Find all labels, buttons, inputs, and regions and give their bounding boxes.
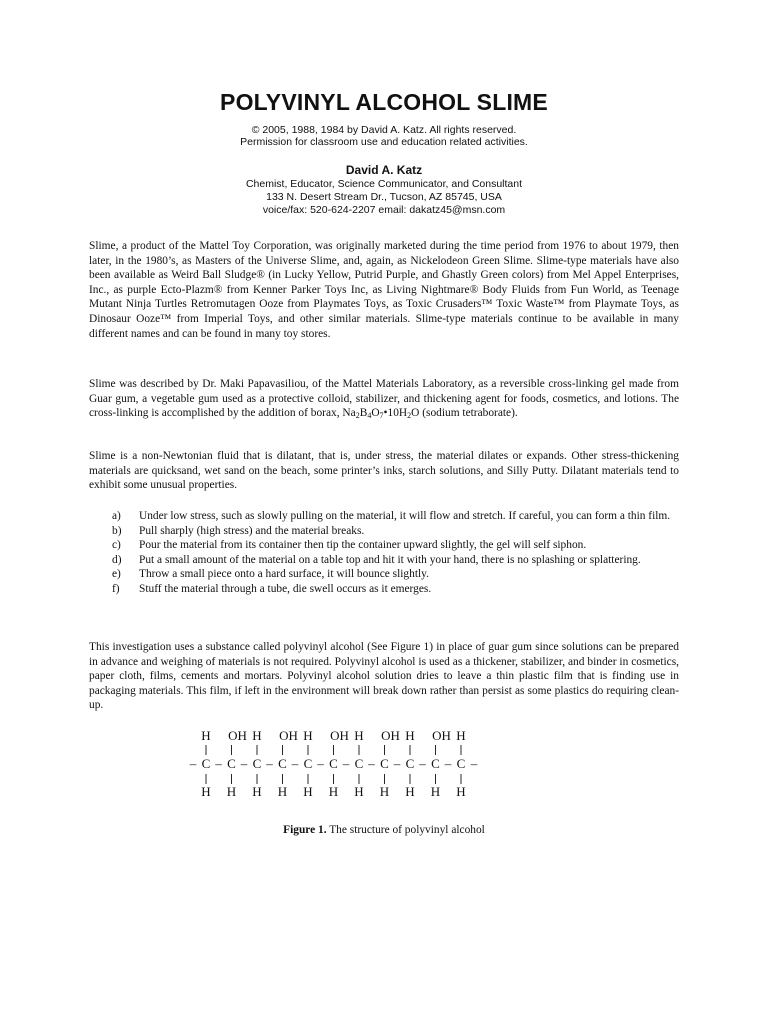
property-text: Pour the material from its container then tip the container upward slightly, the gel will self siphon.: [139, 539, 587, 552]
bottom-group-label: H: [456, 784, 466, 799]
paragraph-investigation: This investigation uses a substance called polyvinyl alcohol (See Figure 1) in place of guar gum since solutions can be prepared in advance and weighing of materials is not required. Polyvinyl alcohol is used as a thickener, stabilizer, and binder in cosmetics, paper cloth, films, cements and mortars. Polyvinyl alcohol solution dries to leave a thin plastic film that is finding use in packaging materials. This film, if left in the environment will break down rather than persist as some plastics do requiring clean-up.: [89, 641, 679, 712]
borax-formula: $Na_2B_4O_7•10H_2O$: [342, 407, 420, 421]
bottom-group-label: H: [354, 784, 364, 799]
author-role: Chemist, Educator, Science Communicator, and Consultant: [245, 178, 523, 190]
chain-bond-label: –: [444, 756, 452, 771]
paragraph-description-end: (sodium tetraborate).: [419, 407, 518, 420]
chain-bond-label: –: [215, 756, 222, 771]
property-item: [112, 582, 679, 597]
bottom-group-label: H: [277, 784, 288, 799]
chain-bond-label: –: [419, 756, 426, 771]
bottom-group-label: H: [379, 784, 390, 799]
chain-bond-label: –: [342, 756, 350, 771]
property-text: Stuff the material through a tube, die swell occurs as it emerges.: [139, 582, 432, 595]
carbon-atom-label: C: [431, 756, 440, 771]
carbon-atom-label: C: [201, 756, 211, 771]
chain-bond-label: –: [266, 756, 273, 771]
top-group-label: H: [201, 728, 211, 743]
carbon-atom-label: C: [354, 756, 364, 771]
top-group-label: OH: [432, 728, 451, 743]
property-item: [112, 524, 679, 539]
bottom-group-label: H: [226, 784, 237, 799]
carbon-atom-label: C: [227, 756, 236, 771]
carbon-atom-label: C: [303, 756, 313, 771]
top-group-label: OH: [279, 728, 298, 743]
property-text: Put a small amount of the material on a table top and hit it with your hand, there is no splashing or splattering.: [139, 553, 641, 566]
paragraph-description-text: Slime was described by Dr. Maki Papavasiliou, of the Mattel Materials Laboratory, as a reversible cross-linking gel made from Guar gum, a vegetable gum used as a protective colloid, stabilizer, and thickening agent for foods, cosmetics, and lotions. The cross-linking is accomplished by the addition of borax,: [89, 378, 679, 420]
top-group-label: OH: [228, 728, 247, 743]
bottom-group-label: H: [328, 784, 339, 799]
bottom-group-label: H: [405, 784, 415, 799]
property-marker: b): [112, 524, 122, 537]
carbon-atom-label: C: [456, 756, 466, 771]
document-title: POLYVINYL ALCOHOL SLIME: [220, 89, 548, 115]
paragraph-description: [89, 377, 679, 421]
properties-list: [112, 509, 679, 597]
chain-bond-label: –: [393, 756, 401, 771]
bottom-group-label: H: [430, 784, 441, 799]
property-marker: f): [112, 582, 120, 595]
property-text: Under low stress, such as slowly pulling on the material, it will flow and stretch. If careful, you can form a thin film.: [139, 510, 671, 522]
carbon-atom-label: C: [380, 756, 389, 771]
carbon-atom-label: C: [252, 756, 262, 771]
chain-bond-end-label: –: [470, 756, 478, 771]
copyright-notice: © 2005, 1988, 1984 by David A. Katz. All rights reserved.: [251, 124, 517, 136]
polyvinyl-alcohol-structure: [180, 728, 588, 800]
bottom-group-label: H: [252, 784, 262, 799]
carbon-atom-label: C: [329, 756, 338, 771]
top-group-label: H: [456, 728, 466, 743]
top-group-label: H: [405, 728, 415, 743]
property-marker: c): [112, 539, 121, 552]
chain-bond-label: –: [240, 756, 248, 771]
bottom-group-label: H: [303, 784, 313, 799]
author-contact: voice/fax: 520-624-2207 email: dakatz45@msn.com: [262, 204, 506, 216]
property-item: [112, 553, 679, 568]
property-marker: a): [112, 510, 121, 522]
carbon-atom-label: C: [405, 756, 415, 771]
permission-notice: Permission for classroom use and education related activities.: [240, 136, 528, 148]
figure-caption-label: Figure 1.: [283, 824, 327, 837]
author-address: 133 N. Desert Stream Dr., Tucson, AZ 85745, USA: [266, 191, 502, 203]
bottom-group-label: H: [201, 784, 211, 799]
top-group-label: OH: [330, 728, 349, 743]
property-text: Pull sharply (high stress) and the material breaks.: [139, 524, 365, 537]
property-item: [112, 567, 679, 582]
figure-caption: [0, 824, 768, 836]
property-item: [112, 538, 679, 553]
property-text: Throw a small piece onto a hard surface, it will bounce slightly.: [139, 568, 429, 581]
paragraph-history: Slime, a product of the Mattel Toy Corporation, was originally marketed during the time period from 1976 to about 1979, then later, in the 1980’s, as Masters of the Universe Slime, and, again, as Nickelodeon Green Slime. Slime-type materials have also been available as Weird Ball Sludge® (in Lucky Yellow, Putrid Purple, and Ghastly Green colors) from Mel Appel Enterprises, Inc., as purple Ecto-Plazm® from Kenner Parker Toys Inc, as Living Nightmare® Body Fluids from Fun World, as Teenage Mutant Ninja Turtles Retromutagen Ooze from Playmates Toys, as Toxic Crusaders™ Toxic Waste™ from Playmate Toys, as Dinosaur Ooze™ from Imperial Toys, and other similar materials. Slime-type materials continue to be available in many different names and can be found in many toy stores.: [89, 240, 679, 340]
figure-caption-text: The structure of polyvinyl alcohol: [326, 824, 485, 837]
carbon-atom-label: C: [278, 756, 287, 771]
chain-bond-label: –: [189, 756, 197, 771]
property-marker: e): [112, 568, 121, 581]
paragraph-dilatant: Slime is a non-Newtonian fluid that is dilatant, that is, under stress, the material dilates or expands. Other stress-thickening materials are quicksand, wet sand on the beach, some printer’s inks, starch solutions, and Silly Putty. Dilatant materials tend to exhibit some unusual properties.: [89, 450, 679, 492]
top-group-label: OH: [381, 728, 400, 743]
top-group-label: H: [303, 728, 313, 743]
chain-bond-label: –: [291, 756, 299, 771]
author-name: David A. Katz: [345, 163, 423, 177]
property-marker: d): [112, 553, 122, 566]
chain-bond-label: –: [368, 756, 375, 771]
top-group-label: H: [354, 728, 364, 743]
top-group-label: H: [252, 728, 262, 743]
chain-bond-label: –: [317, 756, 324, 771]
property-item: [112, 509, 679, 524]
